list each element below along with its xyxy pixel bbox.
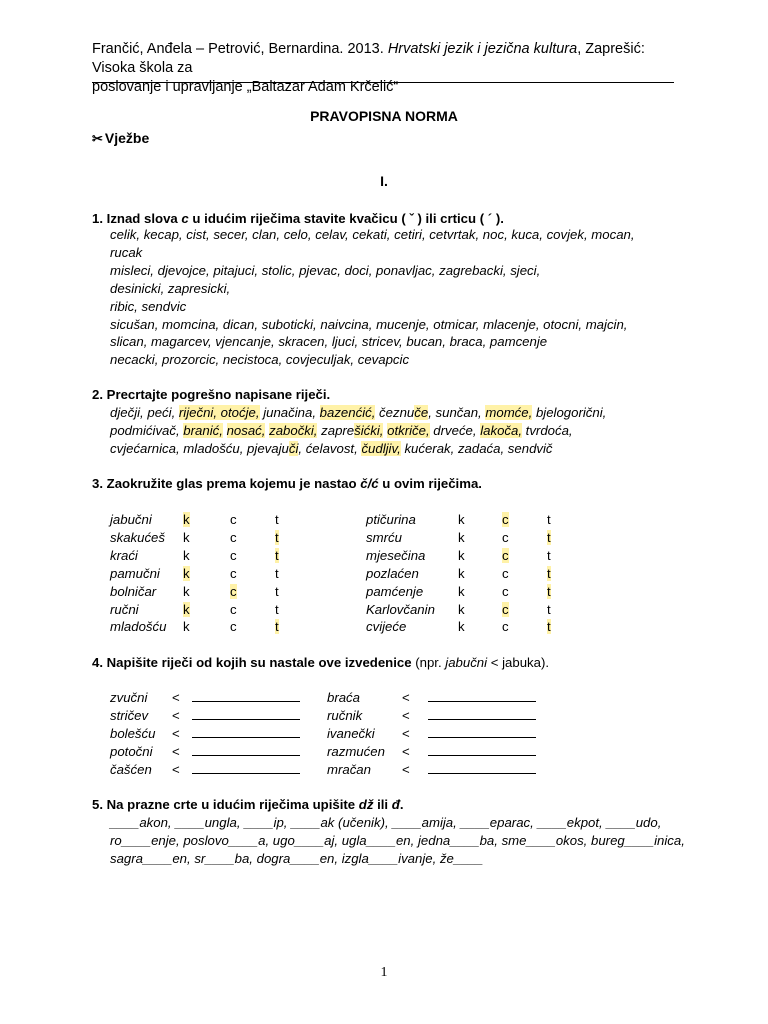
q1-heading-suffix: u idućim riječima stavite kvačicu ( ˇ ) ili crticu ( ´ ). (188, 211, 504, 226)
answer-blank (428, 743, 536, 756)
q1-heading (92, 211, 504, 226)
q5-heading-connector: ili (373, 797, 392, 812)
citation-publisher: , Zaprešić: Visoka škola za (92, 41, 645, 76)
q3-option: k (458, 619, 465, 635)
q3-row (366, 529, 577, 547)
q3-option: c (230, 619, 237, 635)
q3-word: pozlaćen (366, 565, 419, 581)
q3-option-cell (458, 529, 502, 547)
q3-word: mjesečina (366, 547, 426, 563)
q3-option: c (230, 565, 237, 581)
q3-option-circled: k (183, 512, 190, 527)
q4-blank-cell (428, 761, 536, 779)
q3-option: c (230, 547, 237, 563)
citation-authors: Frančić, Anđela – Petrović, Bernardina. 2013. (92, 41, 388, 57)
q3-option: t (275, 512, 279, 527)
answer-blank (428, 761, 536, 774)
q3-option-cell (183, 601, 230, 619)
q3-option-cell (502, 529, 547, 547)
q4-symbol: < (172, 690, 180, 705)
q2-highlighted-segment: če (414, 405, 429, 420)
q5-heading-end: . (399, 797, 404, 812)
q3-option: c (230, 601, 237, 617)
q3-row (366, 601, 577, 619)
q2-line (110, 440, 606, 458)
q4-symbol: < (402, 690, 410, 705)
q3-option-circled: t (547, 619, 551, 635)
q2-highlighted-segment: otkriče, (387, 422, 430, 438)
answer-blank (192, 761, 300, 774)
q3-option-cell (230, 565, 275, 583)
q3-row (110, 601, 305, 619)
q4-heading (92, 655, 549, 670)
q1-line: desinicki, zapresicki, (110, 280, 231, 296)
q3-option-cell (230, 618, 275, 636)
q3-option: k (183, 529, 190, 545)
q4-row (110, 761, 300, 779)
q3-row (366, 547, 577, 565)
q4-symbol: < (402, 761, 410, 777)
q4-row (327, 725, 536, 743)
q5-option-1: dž (358, 797, 374, 812)
q4-word: ivanečki (327, 725, 375, 741)
q3-option: t (547, 547, 551, 563)
q4-symbol: < (402, 725, 410, 741)
q3-option: t (547, 512, 551, 527)
q3-option-cell (275, 601, 305, 619)
q3-option: c (502, 565, 509, 581)
q1-line: slican, magarcev, vjencanje, skracen, ljuci, stricev, bucan, braca, pamcenje (110, 334, 548, 350)
q3-row (110, 511, 305, 529)
q3-option-cell (275, 618, 305, 636)
q3-option: t (275, 583, 279, 599)
q3-option-circled: t (275, 619, 279, 635)
header-rule (92, 82, 674, 83)
q4-row (327, 689, 536, 707)
q3-word: mladošću (110, 619, 167, 635)
q3-option: k (458, 547, 465, 563)
q3-option-circled: t (547, 565, 551, 581)
q5-line: ro____enje, poslovo____a, ugo____aj, ugla____en, jedna____ba, sme____okos, bureg____inica, (110, 832, 685, 848)
q4-symbol: < (172, 725, 180, 741)
q4-row (110, 689, 300, 707)
q4-word: čašćen (110, 761, 152, 777)
q2-highlighted-segment: nosać, (226, 422, 266, 438)
q3-word: smrću (366, 529, 402, 545)
q4-word: stričev (110, 707, 149, 723)
q5-option-2: đ (391, 797, 400, 812)
q3-option-cell (275, 547, 305, 565)
q3-option-circled: c (230, 583, 237, 599)
q4-word: braća (327, 690, 360, 705)
q1-line: celik, kecap, cist, secer, clan, celo, celav, cekati, cetiri, cetvrtak, noc, kuca, covjek, mocan, (110, 227, 635, 242)
q1-line: rucak (110, 244, 143, 260)
q2-word-lines (110, 404, 606, 458)
q3-option-cell (183, 511, 230, 529)
q1-line: ribic, sendvic (110, 298, 187, 314)
q3-option-cell (458, 601, 502, 619)
q2-segment: drveće, (429, 422, 481, 438)
answer-blank (192, 689, 300, 702)
q3-option-cell (547, 511, 577, 529)
q3-option: c (502, 529, 509, 545)
q4-symbol: < (172, 761, 180, 777)
q3-row (366, 583, 577, 601)
q2-segment: , ćelavost, (298, 440, 362, 456)
q4-word: zvučni (110, 690, 148, 705)
q4-row (327, 743, 536, 761)
q2-segment: bjelogorični, (532, 405, 607, 420)
q4-row (327, 707, 536, 725)
q3-option-cell (275, 583, 305, 601)
q3-word: jabučni (110, 512, 152, 527)
q4-symbol: < (402, 743, 410, 759)
q3-option: k (458, 583, 465, 599)
section-label (92, 130, 149, 147)
q2-highlighted-segment: šićki, (354, 422, 384, 438)
answer-blank (428, 707, 536, 720)
q4-symbol: < (172, 707, 180, 723)
scissors-icon: ✂ (92, 131, 103, 146)
q4-symbol: < (172, 743, 180, 759)
q3-option-cell (183, 547, 230, 565)
q2-segment: podmićivač, (110, 422, 184, 438)
answer-blank (192, 725, 300, 738)
q4-blank-cell (428, 725, 536, 743)
q3-option-cell (183, 618, 230, 636)
q5-line: sagra____en, sr____ba, dogra____en, izgla____ivanje, že____ (110, 850, 484, 866)
q4-symbol: < (402, 707, 410, 723)
q3-row (110, 529, 305, 547)
q3-option-cell (230, 601, 275, 619)
q3-option-circled: k (183, 601, 190, 617)
q3-heading (92, 476, 482, 491)
q4-example (412, 655, 549, 670)
q2-heading: 2. Precrtajte pogrešno napisane riječi. (92, 387, 331, 402)
q3-option-cell (458, 565, 502, 583)
q3-word: cvijeće (366, 619, 407, 635)
q3-option: k (458, 601, 465, 617)
page-title: PRAVOPISNA NORMA (310, 108, 458, 124)
q4-word: mračan (327, 761, 371, 777)
q1-line: necacki, prozorcic, necistoca, covjeculjak, cevapcic (110, 352, 410, 368)
q2-segment: tvrdoća, (522, 422, 573, 438)
q3-option-cell (547, 529, 577, 547)
q2-segment: zapre (317, 422, 355, 438)
page-number: 1 (380, 965, 388, 980)
answer-blank (192, 707, 300, 720)
q1-heading-letter: c (181, 211, 189, 226)
q3-row (110, 547, 305, 565)
q3-option-cell (502, 511, 547, 529)
q5-heading-prefix: 5. Na prazne crte u idućim riječima upišite (92, 797, 359, 812)
q3-option-cell (547, 601, 577, 619)
q3-option-cell (275, 565, 305, 583)
q4-row (110, 743, 300, 761)
q3-option-cell (458, 547, 502, 565)
q1-word-lines (110, 226, 635, 369)
q3-option: c (230, 512, 237, 527)
q3-word: Karlovčanin (366, 601, 435, 617)
q3-word: ručni (110, 601, 139, 617)
q3-option-cell (502, 547, 547, 565)
q3-option-circled: k (183, 565, 190, 581)
q3-option: c (502, 583, 509, 599)
q4-blank-cell (192, 725, 300, 743)
q1-line: sicušan, momcina, dican, suboticki, naivcina, mucenje, otmicar, mlacenje, otocni, majcin, (110, 316, 628, 332)
q3-option-circled: c (502, 547, 509, 563)
q3-word: skakućeš (110, 529, 165, 545)
q3-option-cell (502, 618, 547, 636)
q3-row (366, 565, 577, 583)
q4-right-table (327, 689, 536, 779)
q2-line (110, 422, 606, 440)
answer-blank (192, 743, 300, 756)
q4-row (110, 707, 300, 725)
q3-option-cell (547, 547, 577, 565)
q3-word: kraći (110, 547, 138, 563)
q3-option: k (458, 529, 465, 545)
q3-option-cell (502, 583, 547, 601)
q2-highlighted-segment: momće, (485, 405, 533, 420)
q3-option-circled: t (547, 583, 551, 599)
q2-highlighted-segment: bazenćić, (319, 405, 376, 420)
q3-option-cell (458, 583, 502, 601)
q2-segment (223, 423, 227, 438)
q3-option-circled: t (547, 529, 551, 545)
q2-highlighted-segment: branić, (183, 422, 223, 438)
q5-heading (92, 797, 404, 812)
q3-right-table (366, 511, 577, 636)
q4-word: ručnik (327, 707, 363, 723)
q1-line: misleci, djevojce, pitajuci, stolic, pjevac, doci, ponavljac, zagrebacki, sjeci, (110, 262, 541, 278)
q3-heading-suffix: u ovim riječima. (378, 476, 482, 491)
q3-option-circled: t (275, 547, 279, 563)
answer-blank (428, 689, 536, 702)
q3-word: pamučni (110, 565, 160, 581)
q3-row (110, 583, 305, 601)
q4-blank-cell (428, 743, 536, 761)
q3-option-circled: c (502, 601, 509, 617)
q3-option: t (275, 565, 279, 581)
q2-segment: kućerak, zadaća, sendvič (400, 440, 553, 456)
q3-option-cell (183, 583, 230, 601)
q4-blank-cell (192, 761, 300, 779)
q3-option-cell (547, 618, 577, 636)
q4-left-table (110, 689, 300, 779)
q3-option-cell (547, 565, 577, 583)
q3-option-circled: c (502, 512, 509, 527)
q3-option-cell (502, 601, 547, 619)
q3-option-cell (183, 565, 230, 583)
q4-word: razmućen (327, 743, 385, 759)
q2-segment: dječji, peći, (110, 405, 179, 420)
q4-blank-cell (192, 689, 300, 707)
q3-option-cell (458, 618, 502, 636)
q2-segment: , sunčan, (428, 405, 486, 420)
q3-option-cell (275, 529, 305, 547)
q4-example-prefix: (npr. (411, 655, 446, 670)
citation-header (92, 40, 692, 97)
q3-option: k (458, 565, 465, 581)
q2-segment: junačina, (259, 405, 320, 420)
q1-heading-prefix: 1. Iznad slova (92, 211, 182, 226)
q3-option-cell (502, 565, 547, 583)
q3-heading-prefix: 3. Zaokružite glas prema kojemu je nastao (92, 476, 361, 491)
q4-blank-cell (428, 707, 536, 725)
q3-option-cell (230, 583, 275, 601)
q3-word: ptičurina (366, 512, 416, 527)
q3-option: k (183, 547, 190, 563)
q2-segment: cvjećarnica, mladošću, pjevaju (110, 440, 289, 456)
q3-word: pamćenje (366, 583, 424, 599)
q3-option-cell (183, 529, 230, 547)
q3-option: t (275, 601, 279, 617)
q3-option-cell (458, 511, 502, 529)
q3-row (110, 618, 305, 636)
q3-row (366, 618, 577, 636)
q3-option-cell (547, 583, 577, 601)
q2-line (110, 404, 606, 422)
q4-example-word: jabučni (445, 655, 488, 670)
q4-word: potočni (110, 743, 153, 759)
q2-segment: čeznu (375, 405, 415, 420)
q4-blank-cell (428, 689, 536, 707)
q4-word: bolešću (110, 725, 156, 741)
section-label-text: Vježbe (104, 130, 150, 146)
q3-left-table (110, 511, 305, 636)
q3-row (110, 565, 305, 583)
citation-line-1 (92, 40, 692, 78)
q4-blank-cell (192, 707, 300, 725)
q2-highlighted-segment: čudljiv, (361, 440, 401, 456)
q3-option-cell (275, 511, 305, 529)
q2-highlighted-segment: zabočki, (269, 422, 318, 438)
q3-option-circled: t (275, 529, 279, 545)
citation-line-2: poslovanje i upravljanje „Baltazar Adam Krčelić“ (92, 79, 399, 95)
q4-heading-text: 4. Napišite riječi od kojih su nastale ove izvedenice (92, 655, 412, 670)
q3-option-cell (230, 529, 275, 547)
q3-row (366, 511, 577, 529)
q3-option: k (183, 619, 190, 635)
q4-example-suffix: < jabuka). (487, 655, 550, 670)
q3-option: c (502, 619, 509, 635)
q2-highlighted-segment: riječni, otoćje, (178, 405, 260, 420)
q5-line: ____akon, ____ungla, ____ip, ____ak (učenik), ____amija, ____eparac, ____ekpot, ____udo, (110, 815, 662, 830)
q3-heading-letters: č/ć (360, 476, 379, 491)
q4-row (327, 761, 536, 779)
q5-word-lines (110, 814, 685, 868)
citation-book-title: Hrvatski jezik i jezična kultura (387, 41, 578, 57)
q2-highlighted-segment: lakoča, (480, 422, 523, 438)
q3-word: bolničar (110, 583, 157, 599)
q3-option: t (547, 601, 551, 617)
answer-blank (428, 725, 536, 738)
q3-option-cell (230, 547, 275, 565)
q3-option-cell (230, 511, 275, 529)
q3-option: k (458, 512, 465, 527)
q3-option: k (183, 583, 190, 599)
section-roman-number: I. (380, 173, 388, 189)
q4-row (110, 725, 300, 743)
q4-blank-cell (192, 743, 300, 761)
q3-option: c (230, 529, 237, 545)
q2-highlighted-segment: či (288, 440, 299, 456)
